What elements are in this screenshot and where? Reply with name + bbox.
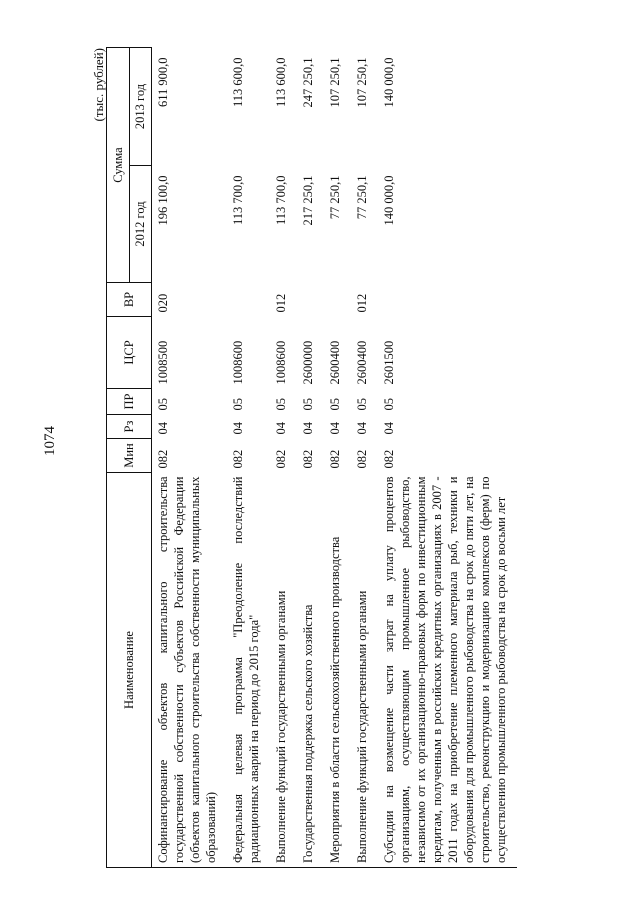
row-pr: 05 [156, 398, 170, 411]
table-row [297, 48, 324, 868]
row-pr: 05 [301, 398, 315, 411]
row-vr [324, 283, 351, 317]
row-pr: 05 [382, 398, 396, 411]
row-vr [227, 283, 270, 317]
row-csr: 1008600 [231, 340, 245, 385]
row-csr: 2600400 [355, 340, 369, 385]
row-rz: 04 [382, 422, 396, 435]
row-vr [297, 283, 324, 317]
units-label: (тыс. рублей) [91, 48, 106, 122]
table-row [227, 48, 270, 868]
row-pr: 05 [328, 398, 342, 411]
row-vr: 012 [274, 293, 288, 313]
row-2013: 140 000,0 [382, 57, 396, 108]
row-name: Выполнение функций государственными органами [270, 473, 297, 868]
table-header [107, 48, 152, 868]
row-2012: 77 250,1 [355, 175, 369, 220]
row-rz: 04 [274, 422, 288, 435]
row-pr: 05 [231, 398, 245, 411]
header-vr: ВР [107, 283, 152, 317]
row-2012: 113 700,0 [274, 175, 288, 226]
table-row [324, 48, 351, 868]
row-csr: 2600400 [328, 340, 342, 385]
row-min: 082 [274, 449, 288, 469]
row-min: 082 [328, 449, 342, 469]
budget-table [106, 47, 517, 868]
budget-table-sheet [92, 48, 592, 868]
row-min: 082 [156, 449, 170, 469]
header-min: Мин [107, 439, 152, 473]
row-pr: 05 [274, 398, 288, 411]
row-2013: 611 900,0 [156, 57, 170, 108]
row-2013: 113 600,0 [231, 57, 245, 108]
row-rz: 04 [328, 422, 342, 435]
row-2012: 196 100,0 [156, 175, 170, 226]
row-rz: 04 [156, 422, 170, 435]
row-min: 082 [382, 449, 396, 469]
row-2013: 113 600,0 [274, 57, 288, 108]
header-2012: 2012 год [129, 166, 152, 283]
table-row [378, 48, 517, 868]
row-vr: 020 [156, 293, 170, 313]
row-name: Мероприятия в области сельскохозяйственного производства [324, 473, 351, 868]
header-csr: ЦСР [107, 317, 152, 389]
row-2012: 217 250,1 [301, 175, 315, 226]
row-csr: 1008500 [156, 340, 170, 385]
row-min: 082 [301, 449, 315, 469]
row-2012: 140 000,0 [382, 175, 396, 226]
row-name: Софинансирование объектов капитального строительства государственной собственности субъектов Российской Федерации (объектов капитального строительства собственности муниципальных образований) [152, 473, 228, 868]
row-name: Государственная поддержка сельского хозяйства [297, 473, 324, 868]
page-number: 1074 [42, 426, 58, 456]
row-pr: 05 [355, 398, 369, 411]
row-rz: 04 [231, 422, 245, 435]
row-vr [378, 283, 517, 317]
row-vr: 012 [355, 293, 369, 313]
row-min: 082 [355, 449, 369, 469]
row-csr: 1008600 [274, 340, 288, 385]
row-2013: 247 250,1 [301, 57, 315, 108]
row-csr: 2600000 [301, 340, 315, 385]
table-row [351, 48, 378, 868]
row-min: 082 [231, 449, 245, 469]
header-name: Наименование [107, 473, 152, 868]
row-2012: 113 700,0 [231, 175, 245, 226]
header-2013: 2013 год [129, 48, 152, 166]
table-row [270, 48, 297, 868]
table-body [152, 48, 518, 868]
row-name: Субсидии на возмещение части затрат на уплату процентов организациям, осуществляющим промышленное рыбоводство, независимо от их организационно-правовых форм по инвестиционным кредитам, полученным в российских кредитных организациях в 2007 - 2011 годах на приобретение племенного материала рыб, техники и оборудования для промышленного рыбоводства на срок до пяти лет, на строительство, реконструкцию и модернизацию комплексов (ферм) по осуществлению промышленного рыбоводства на срок до восьми лет [378, 473, 517, 868]
row-csr: 2601500 [382, 340, 396, 385]
row-2013: 107 250,1 [328, 57, 342, 108]
header-sum: Сумма [107, 48, 130, 283]
row-rz: 04 [301, 422, 315, 435]
header-rz: Рз [107, 415, 152, 439]
row-2013: 107 250,1 [355, 57, 369, 108]
row-name: Федеральная целевая программа "Преодоление последствий радиационных аварий на период до 2015 года" [227, 473, 270, 868]
row-2012: 77 250,1 [328, 175, 342, 220]
header-pr: ПР [107, 389, 152, 415]
table-row [152, 48, 228, 868]
row-rz: 04 [355, 422, 369, 435]
row-name: Выполнение функций государственными органами [351, 473, 378, 868]
